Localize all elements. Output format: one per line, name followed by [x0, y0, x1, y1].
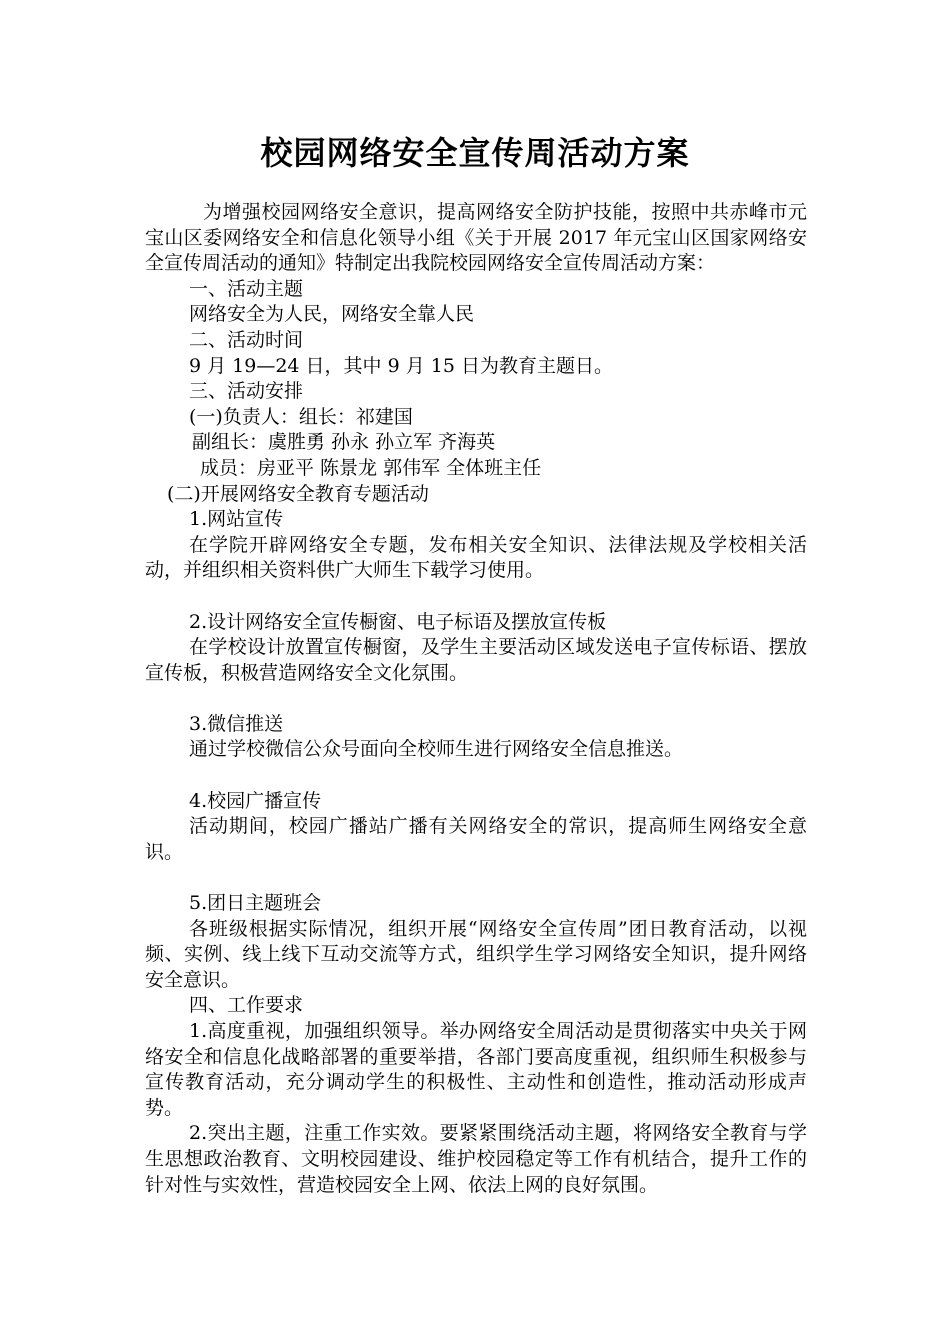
- item-4-text: 活动期间，校园广播站广播有关网络安全的常识，提高师生网络安全意识。: [145, 815, 807, 863]
- section-3-heading: 三、活动安排: [189, 380, 304, 403]
- section-2-text: 9 月 19—24 日，其中 9 月 15 日为教育主题日。: [189, 354, 613, 377]
- item-5-text: 各班级根据实际情况，组织开展“网络安全宣传周”团日教育活动，以视频、实例、线上线下互动交流等方式，组织学生学习网络安全知识，提升网络安全意识。: [145, 917, 807, 991]
- item-5-title: 5.团日主题班会: [189, 892, 322, 915]
- requirement-2: 2.突出主题，注重工作实效。要紧紧围绕活动主题，将网络安全教育与学生思想政治教育、文明校园建设、维护校园稳定等工作有机结合，提升工作的针对性与实效性，营造校园安全上网、依法上网的良好氛围。: [145, 1122, 807, 1196]
- spacer: [145, 686, 807, 712]
- leader-line: (一)负责人：组长：祁建国: [189, 405, 413, 428]
- document-title: 校园网络安全宣传周活动方案: [260, 134, 690, 172]
- item-2-text: 在学校设计放置宣传橱窗，及学生主要活动区域发送电子宣传标语、摆放宣传板，积极营造网络安全文化氛围。: [145, 636, 807, 684]
- item-4-title: 4.校园广播宣传: [189, 789, 322, 812]
- document-body: [145, 200, 807, 1198]
- section-1-text: 网络安全为人民，网络安全靠人民: [189, 303, 475, 326]
- section-1-heading: 一、活动主题: [189, 277, 304, 300]
- spacer: [145, 763, 807, 789]
- section-2-heading: 二、活动时间: [189, 328, 304, 351]
- members-line: 成员：房亚平 陈景龙 郭伟军 全体班主任: [200, 456, 542, 479]
- requirement-1: 1.高度重视，加强组织领导。举办网络安全周活动是贯彻落实中央关于网络安全和信息化战略部署的重要举措，各部门要高度重视，组织师生积极参与宣传教育活动，充分调动学生的积极性、主动性和创造性，推动活动形成声势。: [145, 1020, 807, 1119]
- item-2-title: 2.设计网络安全宣传橱窗、电子标语及摆放宣传板: [189, 610, 607, 633]
- item-3-title: 3.微信推送: [189, 712, 284, 735]
- spacer: [145, 865, 807, 891]
- deputy-leader-line: 副组长：虞胜勇 孙永 孙立军 齐海英: [192, 431, 496, 454]
- item-1-text: 在学院开辟网络安全专题，发布相关安全知识、法律法规及学校相关活动，并组织相关资料供广大师生下载学习使用。: [145, 533, 807, 582]
- item-1-title: 1.网站宣传: [189, 508, 284, 531]
- intro-paragraph: 为增强校园网络安全意识，提高网络安全防护技能，按照中共赤峰市元宝山区委网络安全和信息化领导小组《关于开展 2017 年元宝山区国家网络安全宣传周活动的通知》特制定出我院校园网络安全宣传周活动方案：: [145, 201, 807, 275]
- subsection-2-heading: (二)开展网络安全教育专题活动: [167, 482, 429, 505]
- spacer: [145, 584, 807, 610]
- item-3-text: 通过学校微信公众号面向全校师生进行网络安全信息推送。: [189, 738, 684, 761]
- section-4-heading: 四、工作要求: [189, 994, 304, 1017]
